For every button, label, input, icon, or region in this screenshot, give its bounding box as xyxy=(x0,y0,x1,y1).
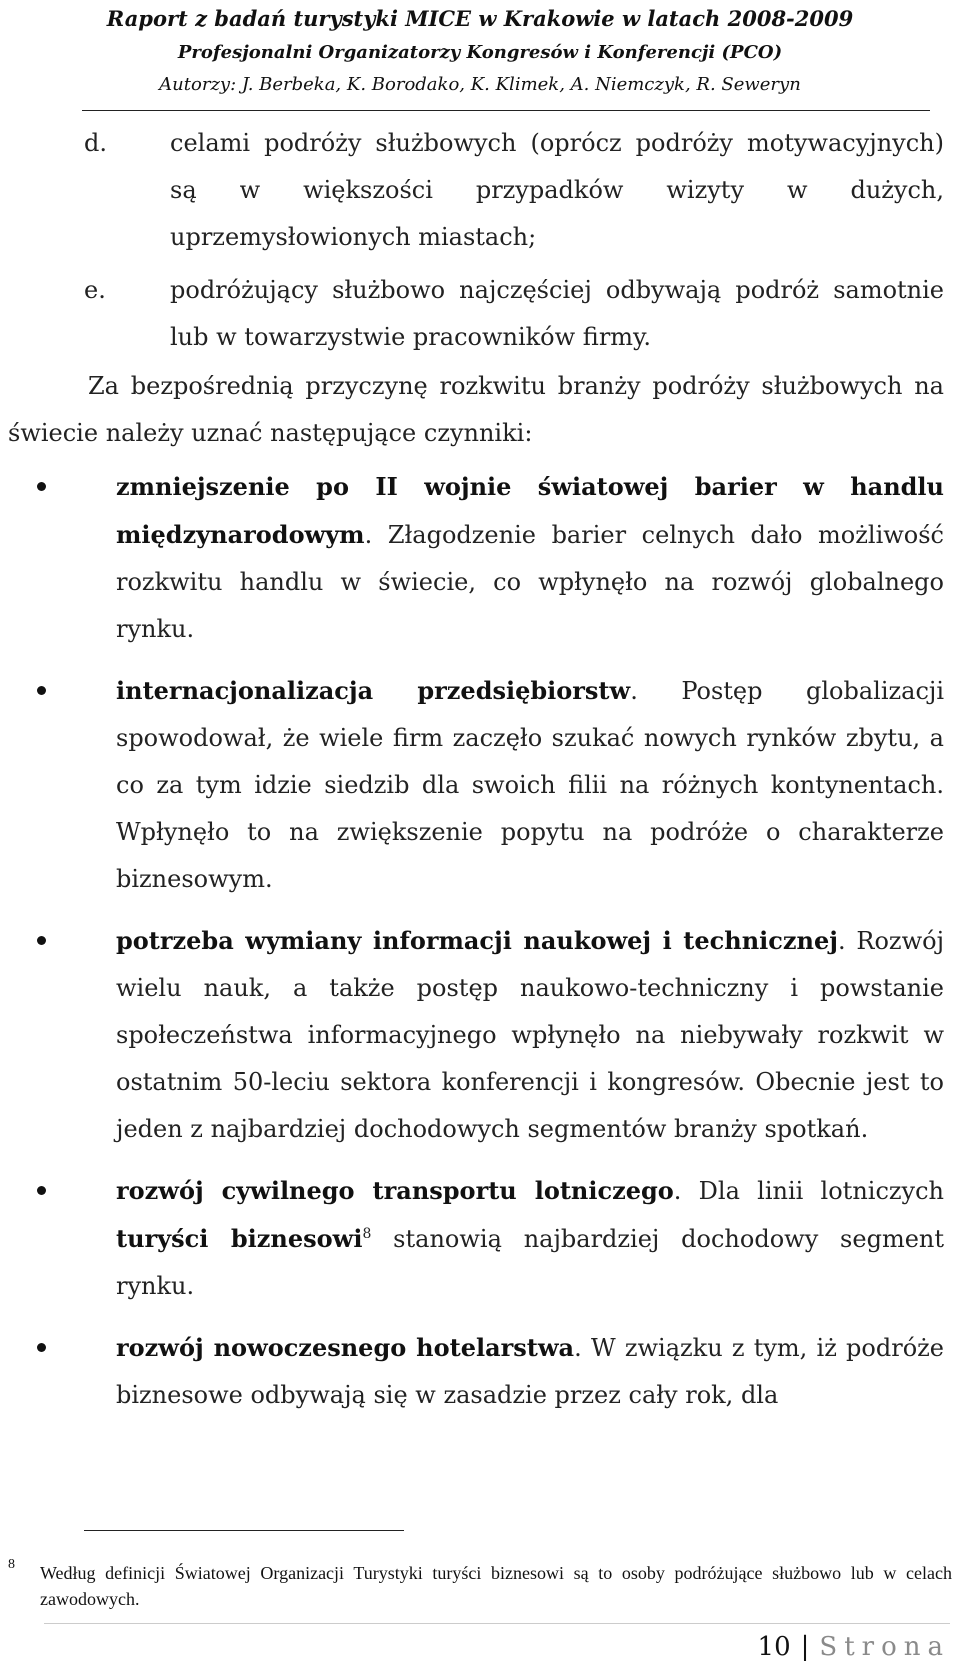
bullet-heading: potrzeba wymiany informacji naukowej i technicznej xyxy=(116,926,838,955)
bullet-icon xyxy=(0,917,116,1153)
footer-divider xyxy=(44,1623,950,1624)
bullet-item xyxy=(0,463,944,653)
bullet-body: . Postęp globalizacji spowodował, że wiele firm zaczęło szukać nowych rynków zbytu, a co za tym idzie siedzib dla swoich filii na różnych kontynentach. Wpłynęło to na zwiększenie popytu na podróże o charakterze biznesowym. xyxy=(116,677,944,893)
bullet-item xyxy=(0,917,944,1153)
list-text: podróżujący służbowo najczęściej odbywają podróż samotnie lub w towarzystwie pracowników firmy. xyxy=(170,276,944,351)
list-label: e. xyxy=(84,276,106,304)
footnote-mark: 8 xyxy=(8,1557,15,1572)
page-footer xyxy=(758,1630,950,1664)
bullet-inline-bold: turyści biznesowi xyxy=(116,1224,363,1253)
bullet-item xyxy=(0,1324,944,1419)
page-label: Strona xyxy=(819,1632,950,1662)
list-text: celami podróży służbowych (oprócz podróży motywacyjnych) są w większości przypadków wizyty w dużych, uprzemysłowionych miastach; xyxy=(170,129,944,251)
header-divider xyxy=(82,110,930,111)
footnote-text: Według definicji Światowej Organizacji Turystyki turyści biznesowi są to osoby podróżujące służbowo lub w celach zawodowych. xyxy=(40,1563,952,1609)
report-title: Raport z badań turystyki MICE w Krakowie w latach 2008-2009 xyxy=(106,6,854,31)
page-separator: | xyxy=(800,1632,810,1662)
bullet-heading: internacjonalizacja przedsiębiorstw xyxy=(116,676,631,705)
page-number: 10 xyxy=(757,1632,791,1662)
bullet-icon xyxy=(0,1167,116,1310)
bullet-body-continued: stanowią najbardziej dochodowy segment rynku. xyxy=(116,1225,945,1300)
bullet-body: . Rozwój wielu nauk, a także postęp naukowo-techniczny i powstanie społeczeństwa informacyjnego wpłynęło na niebywały rozkwit w ostatnim 50-leciu sektora konferencji i kongresów. Obecnie jest to jeden z najbardziej dochodowych segmentów branży spotkań. xyxy=(116,927,945,1143)
bullet-heading: rozwój cywilnego transportu lotniczego xyxy=(116,1176,674,1205)
bullet-body: . Złagodzenie barier celnych dało możliwość rozkwitu handlu w świecie, co wpłynęło na rozwój globalnego rynku. xyxy=(116,521,944,643)
list-item xyxy=(0,267,944,361)
footnote-divider xyxy=(84,1530,404,1531)
bullet-body: . Dla linii lotniczych xyxy=(673,1177,944,1205)
bullet-heading: zmniejszenie po II wojnie światowej barier w handlu międzynarodowym xyxy=(116,472,944,549)
footnote xyxy=(8,1557,952,1612)
list-label: d. xyxy=(84,129,107,157)
bullet-body: . W związku z tym, iż podróże biznesowe odbywają się w zasadzie przez cały rok, dla xyxy=(116,1334,944,1409)
main-content xyxy=(0,120,960,1419)
bullet-icon xyxy=(0,463,116,653)
report-subtitle: Profesjonalni Organizatorzy Kongresów i Konferencji (PCO) xyxy=(177,42,783,63)
bullet-icon xyxy=(0,667,116,903)
page-header xyxy=(0,0,960,100)
bullet-item xyxy=(0,1167,944,1310)
intro-paragraph: Za bezpośrednią przyczynę rozkwitu branży podróży służbowych na świecie należy uznać następujące czynniki: xyxy=(8,372,944,447)
bullet-item xyxy=(0,667,944,903)
footnote-ref[interactable]: 8 xyxy=(362,1226,372,1242)
report-authors: Autorzy: J. Berbeka, K. Borodako, K. Klimek, A. Niemczyk, R. Seweryn xyxy=(159,74,801,95)
bullet-icon xyxy=(0,1324,116,1419)
list-item xyxy=(0,120,944,261)
bullet-heading: rozwój nowoczesnego hotelarstwa xyxy=(116,1333,575,1362)
